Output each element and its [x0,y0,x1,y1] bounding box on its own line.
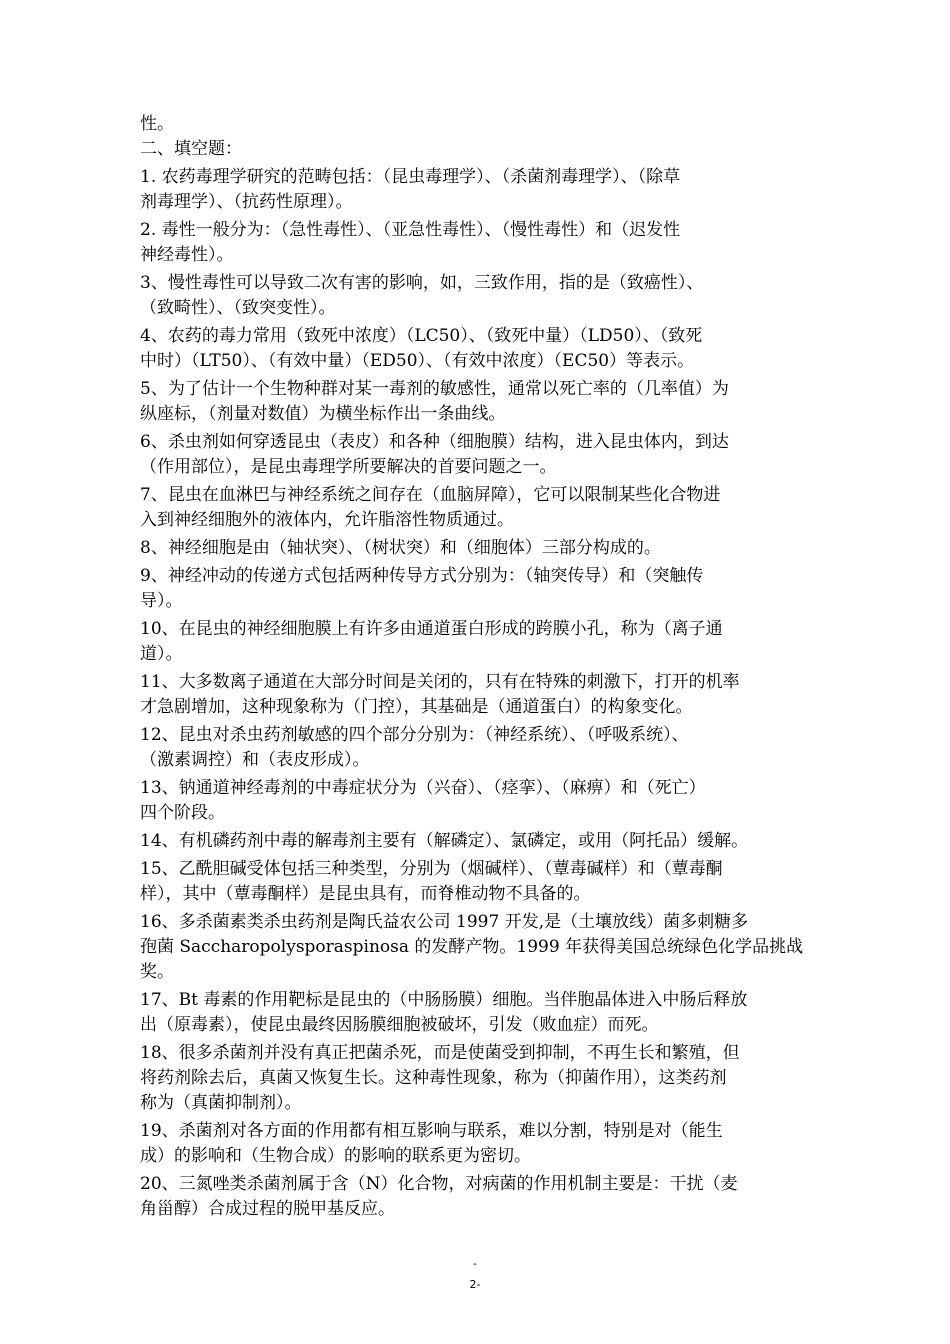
text-line: 2. 毒性一般分为：（急性毒性）、（亚急性毒性）、（慢性毒性）和（迟发性 [140,220,681,240]
text-line: 7、昆虫在血淋巴与神经系统之间存在（血脑屏障），它可以限制某些化合物进 [140,485,721,505]
text-line: 1. 农药毒理学研究的范畴包括：（昆虫毒理学）、（杀菌剂毒理学）、（除草 [140,167,681,187]
text-line: 才急剧增加，这种现象称为（门控），其基础是（通道蛋白）的构象变化。 [140,697,693,717]
text-line: 道）。 [140,644,183,664]
text-line: 15、乙酰胆碱受体包括三种类型，分别为（烟碱样）、（蕈毒碱样）和（蕈毒酮 [140,859,723,879]
text-line: 12、昆虫对杀虫药剂敏感的四个部分分别为：（神经系统）、（呼吸系统）、 [140,725,689,745]
text-line: （致畸性）、（致突变性）。 [140,298,336,318]
text-line: 导）。 [140,591,183,611]
text-line: 中时）（LT50）、（有效中量）（ED50）、（有效中浓度）（EC50）等表示。 [140,351,695,371]
text-line: 8、神经细胞是由（轴状突）、（树状突）和（细胞体）三部分构成的。 [140,538,661,558]
text-line: 称为（真菌抑制剂）。 [140,1093,302,1113]
text-line: 剂毒理学）、（抗药性原理）。 [140,192,353,212]
text-line: 纵座标，（剂量对数值）为横坐标作出一条曲线。 [140,404,506,424]
text-line: 将药剂除去后，真菌又恢复生长。这种毒性现象，称为（抑菌作用），这类药剂 [140,1068,727,1088]
text-line: 角甾醇）合成过程的脱甲基反应。 [140,1199,395,1219]
text-line: （激素调控）和（表皮形成）。 [140,750,370,770]
text-line: 6、杀虫剂如何穿透昆虫（表皮）和各种（细胞膜）结构，进入昆虫体内，到达 [140,432,729,452]
text-line: 14、有机磷药剂中毒的解毒剂主要有（解磷定）、氯磷定，或用（阿托品）缓解。 [140,831,749,851]
text-line: 神经毒性）。 [140,245,234,265]
text-line: 4、农药的毒力常用（致死中浓度）（LC50）、（致死中量）（LD50）、（致死 [140,326,703,346]
text-line: 奖。 [140,962,174,982]
text-line: 16、多杀菌素类杀虫药剂是陶氏益农公司 1997 开发,是（土壤放线）菌多刺糖多 [140,912,749,932]
text-line: 样），其中（蕈毒酮样）是昆虫具有，而脊椎动物不具备的。 [140,884,591,904]
document-body [140,112,820,1222]
text-line: 19、杀菌剂对各方面的作用都有相互影响与联系，难以分割，特别是对（能生 [140,1121,723,1141]
text-line: 11、大多数离子通道在大部分时间是关闭的，只有在特殊的刺激下，打开的机率 [140,672,740,692]
text-line: 18、很多杀菌剂并没有真正把菌杀死，而是使菌受到抑制，不再生长和繁殖，但 [140,1043,740,1063]
text-line: 出（原毒素），使昆虫最终因肠膜细胞被破坏，引发（败血症）而死。 [140,1015,659,1035]
text-line: 入到神经细胞外的液体内，允许脂溶性物质通过。 [140,510,514,530]
text-line: （作用部位），是昆虫毒理学所要解决的首要问题之一。 [140,457,557,477]
text-line: 9、神经冲动的传递方式包括两种传导方式分别为：（轴突传导）和（突触传 [140,566,704,586]
text-line: 20、三氮唑类杀菌剂属于含（N）化合物，对病菌的作用机制主要是：干扰（麦 [140,1174,738,1194]
text-line: 孢菌 Saccharopolysporaspinosa 的发酵产物。1999 年获得美国总统绿色化学品挑战 [140,937,804,957]
footer-dash: - [473,1257,477,1270]
text-line: 17、Bt 毒素的作用靶标是昆虫的（中肠肠膜）细胞。当伴胞晶体进入中肠后释放 [140,990,748,1010]
text-line: 性。 [140,114,174,134]
text-line: 成）的影响和（生物合成）的影响的联系更为密切。 [140,1146,531,1166]
text-line: 5、为了估计一个生物种群对某一毒剂的敏感性，通常以死亡率的（几率值）为 [140,379,729,399]
text-line: 四个阶段。 [140,803,225,823]
text-line: 10、在昆虫的神经细胞膜上有许多由通道蛋白形成的跨膜小孔，称为（离子通 [140,619,723,639]
text-line: 13、钠通道神经毒剂的中毒症状分为（兴奋）、（痉挛）、（麻痹）和（死亡） [140,778,706,798]
page-number: 2- [469,1278,481,1291]
text-line: 二、填空题： [140,139,242,159]
text-line: 3、慢性毒性可以导致二次有害的影响，如，三致作用，指的是（致癌性）、 [140,273,704,293]
